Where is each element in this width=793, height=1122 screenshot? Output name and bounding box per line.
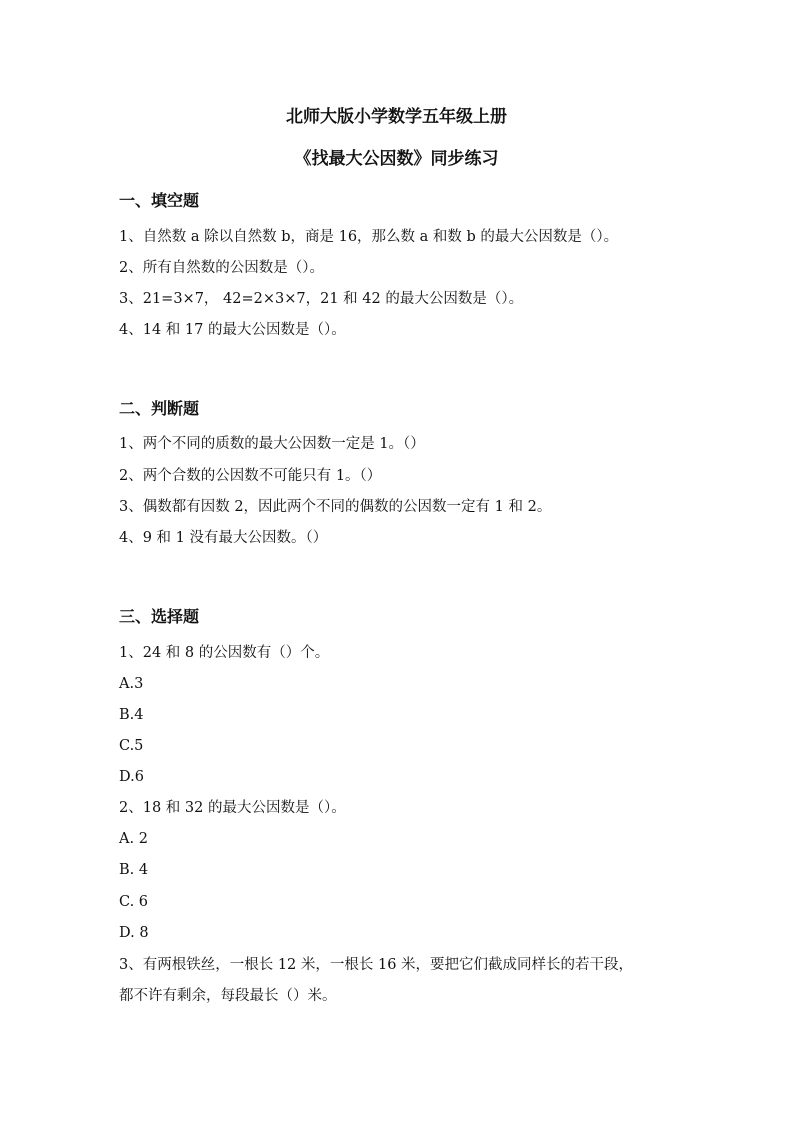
question-text: 1、两个不同的质数的最大公因数一定是 1。（） (119, 436, 425, 452)
answer-option: D.6 (119, 769, 144, 785)
question-text: 3、偶数都有因数 2，因此两个不同的偶数的公因数一定有 1 和 2。 (119, 499, 552, 515)
answer-option: B. 4 (119, 862, 149, 878)
answer-option: B.4 (119, 707, 144, 723)
question-text: 3、21=3×7， 42=2×3×7，21 和 42 的最大公因数是（）。 (119, 291, 524, 307)
answer-option: A. 2 (119, 831, 148, 847)
answer-option: C.5 (119, 738, 144, 754)
section-heading-true-false: 二、判断题 (119, 399, 200, 418)
question-text: 3、有两根铁丝，一根长 12 米，一根长 16 米，要把它们截成同样长的若干段， (119, 957, 634, 973)
question-text: 1、24 和 8 的公因数有（）个。 (119, 645, 330, 661)
question-text: 1、自然数 a 除以自然数 b，商是 16，那么数 a 和数 b 的最大公因数是（）。 (119, 229, 619, 245)
answer-option: C. 6 (119, 894, 149, 910)
document-subtitle: 《找最大公因数》同步练习 (294, 149, 499, 169)
document-title: 北师大版小学数学五年级上册 (286, 107, 507, 127)
question-text: 4、9 和 1 没有最大公因数。（） (119, 530, 328, 546)
question-text: 2、所有自然数的公因数是（）。 (119, 260, 324, 276)
section-heading-multiple-choice: 三、选择题 (119, 607, 200, 626)
question-text: 2、18 和 32 的最大公因数是（）。 (119, 800, 346, 816)
question-text-continuation: 都不许有剩余，每段最长（）米。 (119, 988, 337, 1004)
question-text: 4、14 和 17 的最大公因数是（）。 (119, 322, 346, 338)
question-text: 2、两个合数的公因数不可能只有 1。（） (119, 468, 382, 484)
answer-option: D. 8 (119, 925, 149, 941)
answer-option: A.3 (119, 676, 144, 692)
section-heading-fill-in: 一、填空题 (119, 191, 200, 210)
